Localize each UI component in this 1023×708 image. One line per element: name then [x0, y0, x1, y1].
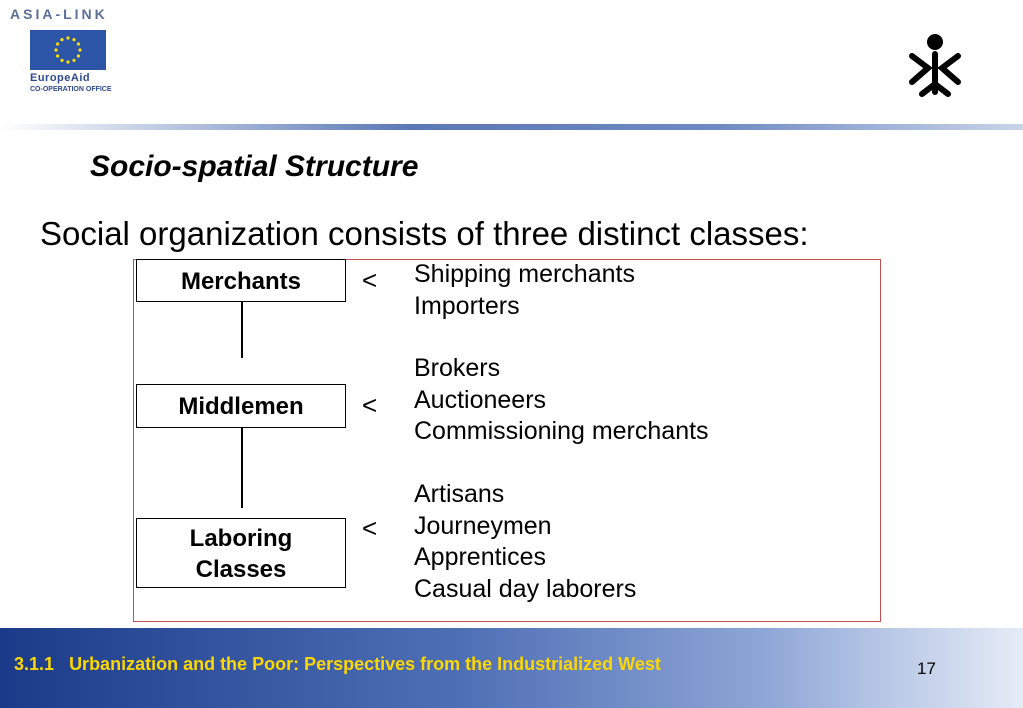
slide-title: Socio-spatial Structure — [90, 150, 419, 183]
less-than-symbol: < — [362, 513, 378, 543]
connector-line — [241, 428, 243, 508]
footer-title: Urbanization and the Poor: Perspectives from the Industrialized West — [69, 654, 661, 674]
europeaid-logo-text: EuropeAid — [30, 72, 91, 84]
class-box-middlemen: Middlemen — [136, 384, 346, 428]
list-item: Shipping merchants — [414, 260, 635, 288]
connector-line — [241, 302, 243, 358]
institution-emblem-icon — [902, 32, 968, 98]
list-item: Journeymen — [414, 511, 552, 540]
merchants-item-list — [414, 259, 635, 322]
laboring-item-list — [414, 479, 636, 605]
class-name-line: Laboring — [189, 525, 293, 552]
asia-link-europeaid-logo — [8, 6, 138, 98]
asia-link-logo-text: ASIA-LINK — [10, 6, 108, 22]
eu-flag-icon — [30, 30, 106, 70]
class-box-laboring-classes — [136, 518, 346, 588]
list-item: Commissioning merchants — [414, 417, 709, 445]
cooperation-office-text: CO-OPERATION OFFICE — [30, 86, 112, 93]
class-name-line: Classes — [195, 556, 287, 583]
list-item: Casual day laborers — [414, 574, 637, 603]
list-item: Apprentices — [414, 543, 547, 571]
section-number: 3.1.1 — [14, 654, 55, 674]
middlemen-item-list — [414, 353, 709, 448]
less-than-symbol: < — [362, 390, 378, 420]
list-item: Importers — [414, 291, 520, 320]
less-than-symbol: < — [362, 265, 378, 295]
list-item: Brokers — [414, 354, 501, 382]
page-number: 17 — [917, 659, 936, 678]
list-item: Auctioneers — [414, 385, 547, 414]
header-divider — [0, 124, 1023, 130]
footer-caption — [14, 654, 661, 675]
slide-subtitle: Social organization consists of three distinct classes: — [40, 215, 809, 252]
class-box-merchants: Merchants — [136, 259, 346, 302]
list-item: Artisans — [414, 480, 505, 508]
